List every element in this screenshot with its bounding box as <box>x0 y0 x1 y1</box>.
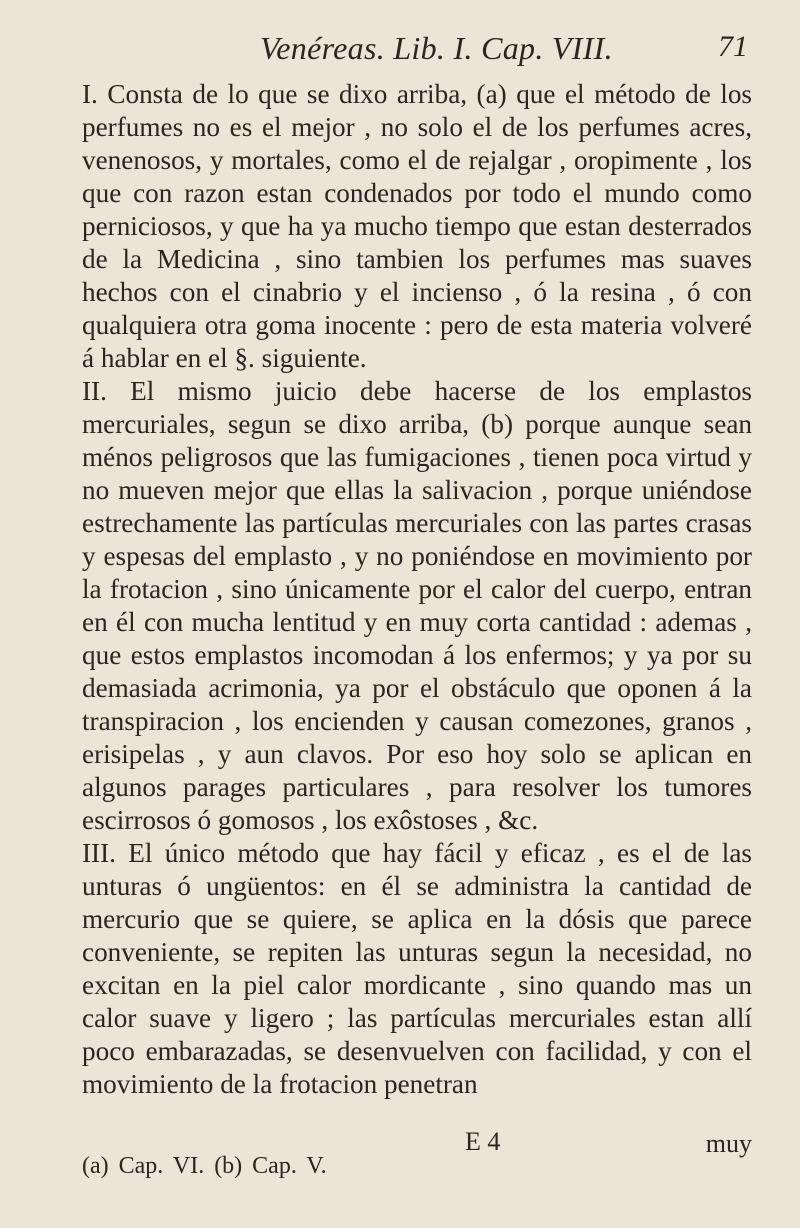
paragraph-1: I. Consta de lo que se dixo arriba, (a) que el método de los perfumes no es el mejor , no solo el de los perfumes acres, venenosos, y mortales, como el de rejalgar , oropimente , los que con razon estan condenados por todo el mundo como perniciosos, y que ha ya mucho tiempo que estan desterrados de la Medicina , sino tambien los perfumes mas suaves hechos con el cinabrio y el incienso , ó la resina , ó con qualquiera otra goma inocente : pero de esta materia volveré á hablar en el §. siguiente. <box>82 79 752 373</box>
paragraph-3: III. El único método que hay fácil y eficaz , es el de las unturas ó ungüentos: en él se administra la cantidad de mercurio que se quiere, se aplica en la dósis que parece conveniente, se repiten las unturas segun la necesidad, no excitan en la piel calor mordicante , sino quando mas un calor suave y ligero ; las partículas mercuriales estan allí poco embarazadas, se desenvuelven con facilidad, y con el movimiento de la frotacion penetran <box>82 838 752 1099</box>
signature-mark: E 4 <box>465 1127 501 1156</box>
catchword: muy <box>705 1129 752 1158</box>
running-head <box>82 28 750 72</box>
footnotes: (a) Cap. VI. (b) Cap. V. <box>82 1153 327 1179</box>
running-title: Venéreas. Lib. I. Cap. VIII. <box>260 30 613 66</box>
body-text <box>82 78 752 1101</box>
paragraph-2: II. El mismo juicio debe hacerse de los emplastos mercuriales, segun se dixo arriba, (b) porque aunque sean ménos peligrosos que las fumigaciones , tienen poca virtud y no mueven mejor que ellas la salivacion , porque uniéndose estrechamente las partículas mercuriales con las partes crasas y espesas del emplasto , y no poniéndose en movimiento por la frotacion , sino únicamente por el calor del cuerpo, entran en él con mucha lentitud y en muy corta cantidad : ademas , que estos emplastos incomodan á los enfermos; y ya por su demasiada acrimonia, ya por el obstáculo que oponen á la transpiracion , los encienden y causan comezones, granos , erisipelas , y aun clavos. Por eso hoy solo se aplican en algunos parages particulares , para resolver los tumores escirrosos ó gomosos , los exôstoses , &c. <box>82 376 752 835</box>
page-number: 71 <box>718 30 748 63</box>
